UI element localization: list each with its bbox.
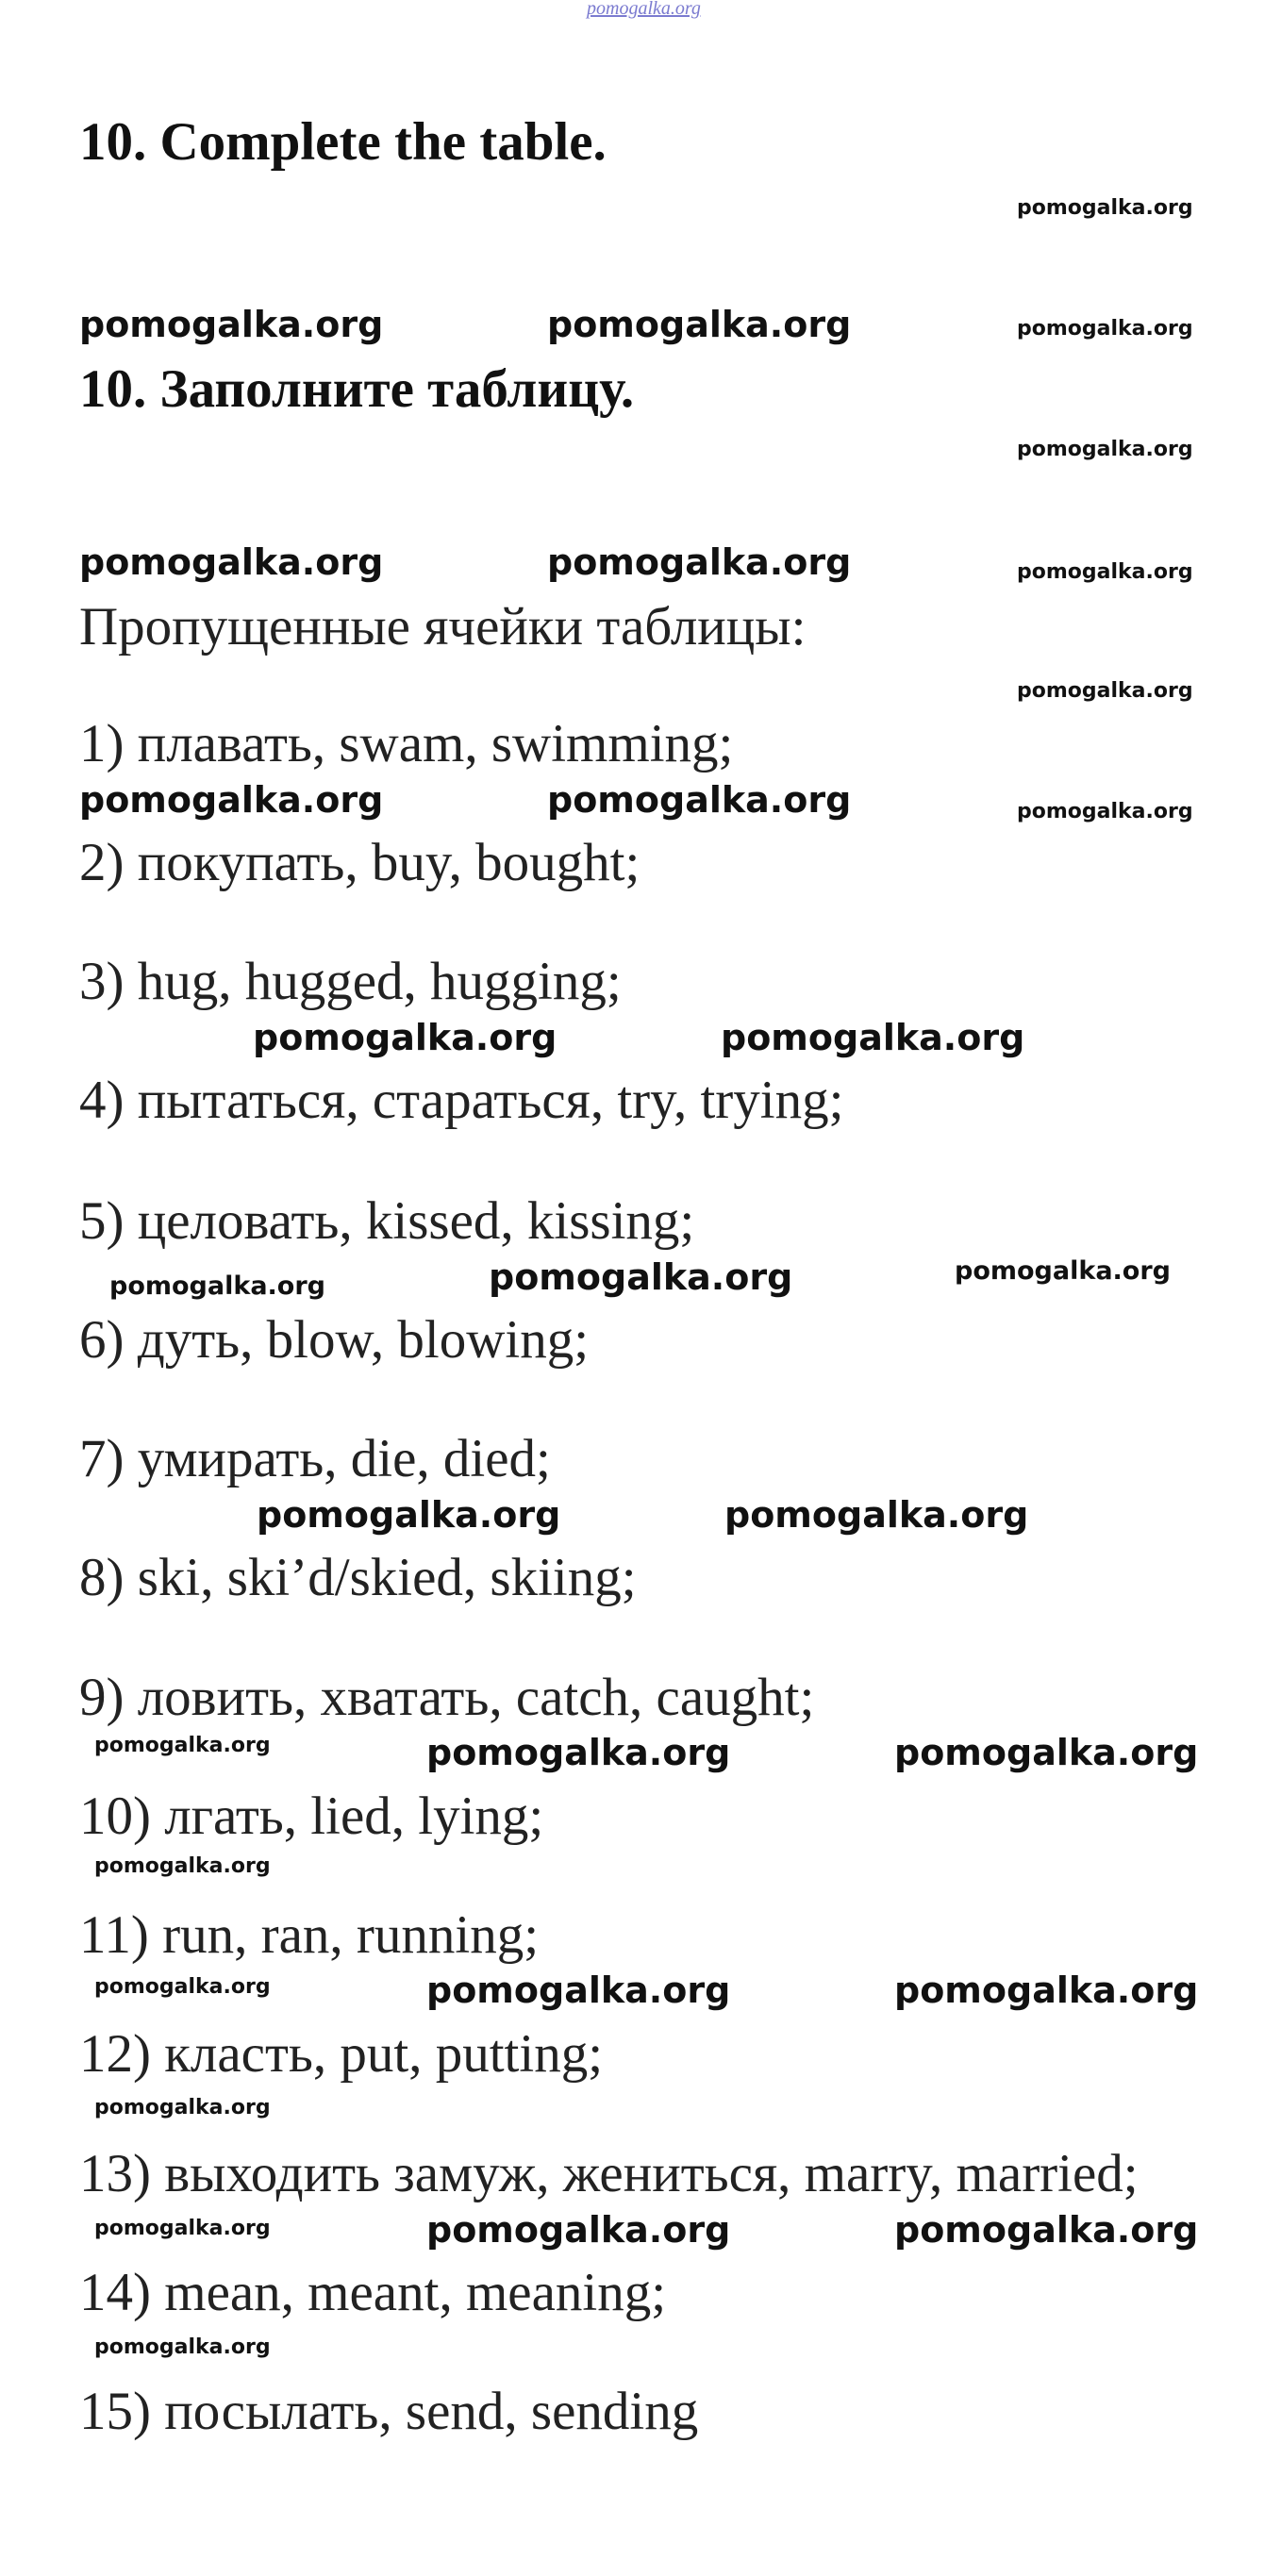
watermark: pomogalka.org — [94, 1854, 271, 1878]
heading-english: 10. Complete the table. — [79, 112, 607, 172]
watermark: pomogalka.org — [1017, 196, 1193, 220]
answer-line-12: 12) класть, put, putting; — [79, 2024, 604, 2084]
watermark: pomogalka.org — [955, 1256, 1171, 1286]
watermark: pomogalka.org — [94, 2217, 271, 2240]
watermark: pomogalka.org — [724, 1494, 1029, 1536]
intro-text: Пропущенные ячейки таблицы: — [79, 597, 807, 656]
heading-russian: 10. Заполните таблицу. — [79, 359, 635, 419]
watermark: pomogalka.org — [894, 1732, 1199, 1773]
answer-line-8: 8) ski, ski’d/skied, skiing; — [79, 1548, 637, 1607]
answer-line-10: 10) лгать, lied, lying; — [79, 1787, 544, 1846]
answer-line-14: 14) mean, meant, meaning; — [79, 2263, 667, 2322]
watermark: pomogalka.org — [257, 1494, 561, 1536]
answer-line-11: 11) run, ran, running; — [79, 1905, 540, 1965]
answer-line-13: 13) выходить замуж, жениться, marry, married; — [79, 2144, 1139, 2203]
watermark: pomogalka.org — [109, 1271, 325, 1301]
watermark: pomogalka.org — [547, 779, 852, 821]
watermark: pomogalka.org — [94, 2335, 271, 2359]
watermark: pomogalka.org — [94, 2096, 271, 2119]
answer-line-2: 2) покупать, buy, bought; — [79, 833, 640, 892]
watermark: pomogalka.org — [426, 1969, 731, 2011]
answer-line-9: 9) ловить, хватать, catch, caught; — [79, 1668, 815, 1727]
watermark: pomogalka.org — [426, 1732, 731, 1773]
answer-line-1: 1) плавать, swam, swimming; — [79, 714, 734, 773]
answer-line-15: 15) посылать, send, sending — [79, 2382, 699, 2441]
watermark: pomogalka.org — [894, 1969, 1199, 2011]
header-watermark-link[interactable]: pomogalka.org — [587, 0, 701, 19]
answer-line-6: 6) дуть, blow, blowing; — [79, 1310, 590, 1370]
watermark: pomogalka.org — [79, 304, 384, 345]
watermark: pomogalka.org — [1017, 560, 1193, 584]
watermark: pomogalka.org — [547, 304, 852, 345]
answer-line-3: 3) hug, hugged, hugging; — [79, 952, 622, 1011]
answer-line-4: 4) пытаться, стараться, try, trying; — [79, 1071, 844, 1130]
answer-line-5: 5) целовать, kissed, kissing; — [79, 1191, 695, 1251]
watermark: pomogalka.org — [253, 1017, 557, 1058]
watermark: pomogalka.org — [94, 1975, 271, 1999]
watermark: pomogalka.org — [489, 1256, 793, 1298]
watermark: pomogalka.org — [1017, 317, 1193, 341]
watermark: pomogalka.org — [1017, 679, 1193, 703]
watermark: pomogalka.org — [547, 541, 852, 583]
watermark: pomogalka.org — [1017, 438, 1193, 461]
watermark: pomogalka.org — [426, 2209, 731, 2251]
watermark: pomogalka.org — [1017, 800, 1193, 823]
watermark: pomogalka.org — [894, 2209, 1199, 2251]
watermark: pomogalka.org — [94, 1734, 271, 1757]
watermark: pomogalka.org — [79, 541, 384, 583]
watermark: pomogalka.org — [79, 779, 384, 821]
watermark: pomogalka.org — [721, 1017, 1025, 1058]
answer-line-7: 7) умирать, die, died; — [79, 1429, 551, 1488]
